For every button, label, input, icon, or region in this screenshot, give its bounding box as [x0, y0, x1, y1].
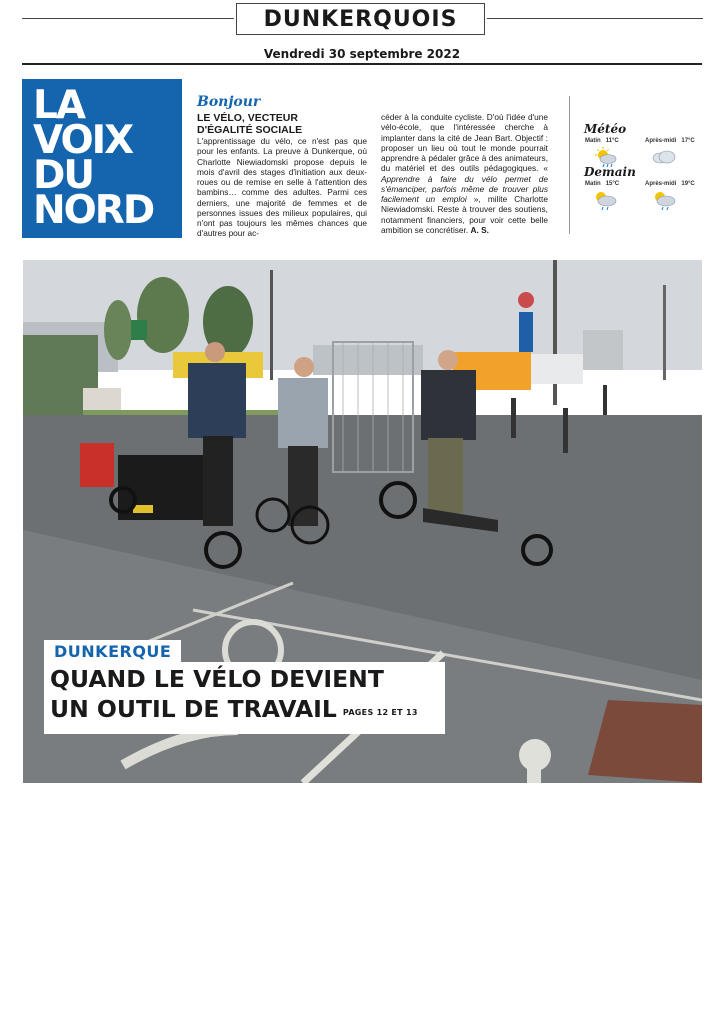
- top-divider: [22, 63, 702, 65]
- story-headline-line-1: QUAND LE VÉLO DEVIENT: [50, 665, 384, 693]
- bonjour-title: [197, 112, 367, 136]
- bonjour-title-line-1: LE VÉLO, VECTEUR: [197, 112, 298, 124]
- story-headline-box[interactable]: [44, 662, 445, 734]
- sun-cloud-rain-icon-afternoon: [648, 189, 678, 211]
- story-kicker-box: [44, 640, 181, 662]
- weather-today-morning-temp: 11°C: [605, 138, 619, 144]
- weather-tomorrow-morning-temp: 15°C: [605, 181, 620, 187]
- bonjour-column-2: [381, 112, 548, 235]
- logo-line-3: DU: [33, 153, 94, 198]
- publication-date: Vendredi 30 septembre 2022: [263, 47, 461, 61]
- logo-line-1: LA: [33, 83, 85, 128]
- header-rule-left: [22, 18, 234, 19]
- logo-line-2: VOIX: [33, 118, 133, 163]
- weather-title: Météo: [584, 122, 627, 136]
- weather-today-afternoon-label: Après-midi 17°C: [645, 138, 695, 144]
- bonjour-title-line-2: D'ÉGALITÉ SOCIALE: [197, 124, 303, 136]
- story-pages-reference: PAGES 12 ET 13: [342, 708, 418, 717]
- header-rule-right: [487, 18, 703, 19]
- sun-cloud-rain-icon: [590, 189, 620, 211]
- weather-tomorrow-morning-label: Matin 15°C: [585, 181, 620, 187]
- weather-today-morning-label: Matin 11°C: [585, 138, 619, 144]
- bonjour-heading: Bonjour: [197, 94, 261, 110]
- newspaper-logo: [22, 79, 182, 238]
- story-headline-line-2: UN OUTIL DE TRAVAIL PAGES 12 ET 13: [50, 695, 418, 723]
- column-divider: [569, 96, 570, 234]
- bonjour-column-1: L'apprentissage du vélo, ce n'est pas que pour les enfants. La preuve à Dunkerque, où Charlotte Niewiadomski propose depuis le mois d'avril des stages d'initiation aux deux-roues ou de remise en selle à l'attention des bambins… comme des adultes. Parmi ces derniers, une majorité de femmes et de personnes issues des milieux populaires, qui n'ont pas toujours les mêmes chances que d'autres pour ac-: [197, 136, 367, 239]
- weather-tomorrow-afternoon-temp: 19°C: [681, 181, 695, 187]
- bonjour-signature: A. S.: [470, 224, 489, 235]
- cloud-icon: [648, 146, 678, 168]
- weather-tomorrow-afternoon-label: Après-midi 19°C: [645, 181, 695, 187]
- logo-line-4: NORD: [33, 188, 154, 233]
- section-header: [236, 3, 485, 35]
- story-kicker: DUNKERQUE: [54, 641, 172, 661]
- bonjour-col2-text-a: céder à la conduite cycliste. D'où l'idée d'une vélo-école, que l'intéressée cherche à implanter dans la cité de Jean Bart. Objectif : proposer un lieu où tout le monde pourrait apprendre à pédaler grâce à des animateurs, du matériel et des outils pédagogiques. «: [381, 112, 548, 174]
- bonjour-quote: Apprendre à faire du vélo permet de s'émanciper, parfois même de trouver plus facilement un emploi: [381, 173, 548, 204]
- bonjour-col2-text-b: », milite Charlotte Niewiadomski. Reste à trouver des soutiens, notamment financiers, pour voir cette belle ambition se concrétiser.: [381, 194, 548, 235]
- section-title: DUNKERQUOIS: [263, 6, 458, 32]
- weather-tomorrow-title: Demain: [584, 165, 636, 179]
- weather-today-afternoon-temp: 17°C: [681, 138, 695, 144]
